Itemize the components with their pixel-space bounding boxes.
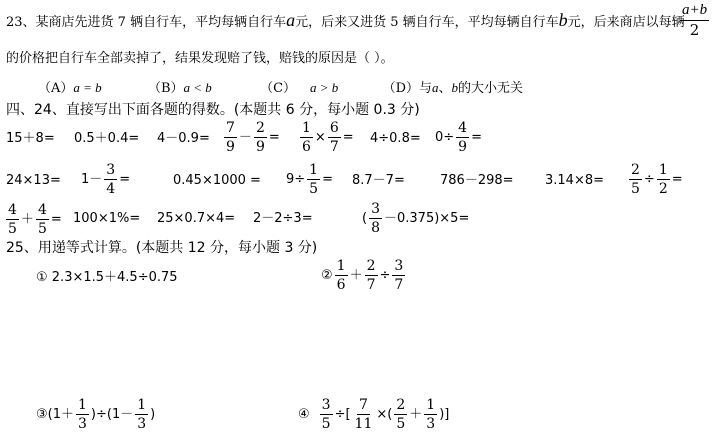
operator: － xyxy=(238,130,252,145)
operator: ＋ xyxy=(20,212,34,227)
q24-r3-e3: 25×0.7×4= xyxy=(157,211,236,226)
problem-number: ② xyxy=(321,268,333,283)
q23-options xyxy=(38,80,523,97)
frac-denominator: 5 xyxy=(8,221,17,237)
frac-numerator: 7 xyxy=(226,120,235,136)
q23-option-d-sep: 、 xyxy=(438,81,452,96)
q23-option-a-label: （A） xyxy=(38,81,74,96)
q24-r1-e4 xyxy=(222,121,280,154)
frac-denominator: 2 xyxy=(658,181,668,197)
frac-numerator: 1 xyxy=(658,162,668,178)
q23-text-1: 23、某商店先进货 7 辆自行车，平均每辆自行车 xyxy=(6,15,287,30)
frac-numerator: 4 xyxy=(458,120,468,136)
frac-numerator: 1 xyxy=(78,397,87,413)
paren-close: ) xyxy=(150,407,156,422)
q23-line1 xyxy=(6,12,685,31)
operator: ×( xyxy=(376,407,393,422)
q24-r1-e2: 0.5＋0.4= xyxy=(74,131,140,146)
frac-numerator: 3 xyxy=(394,258,404,274)
frac-numerator: 1 xyxy=(309,162,319,178)
frac-denominator: 3 xyxy=(426,416,436,432)
problem-number: ④ xyxy=(298,407,310,422)
q23-option-b: a < b xyxy=(183,80,212,95)
q23-line2: 的价格把自行车全部卖掉了，结果发现赔了钱，赔钱的原因是（ ）。 xyxy=(6,51,394,66)
frac-denominator: 5 xyxy=(631,181,640,197)
equals: = xyxy=(342,130,354,145)
frac-numerator: 4 xyxy=(8,202,17,218)
paren-close: )] xyxy=(439,407,450,422)
q23-var-b: b xyxy=(558,10,568,30)
frac-numerator: 1 xyxy=(137,397,147,413)
q24-r2-e5: 8.7－7= xyxy=(352,173,405,188)
q23-option-d-b: b xyxy=(451,80,459,95)
q23-var-a: a xyxy=(286,10,296,30)
frac-denominator: 9 xyxy=(458,139,468,155)
frac-denominator: 3 xyxy=(78,416,87,432)
q25-heading: 25、用递等式计算。(本题共 12 分，每小题 3 分) xyxy=(6,240,318,256)
q25-problem-2 xyxy=(321,259,407,292)
frac-numerator: 1 xyxy=(302,120,311,136)
q24-r2-e2 xyxy=(81,163,130,196)
q24-r1-e1: 15＋8= xyxy=(6,131,55,146)
q24-r1-e5 xyxy=(298,121,354,154)
frac-denominator: 6 xyxy=(336,277,346,293)
q24-r2-e1: 24×13= xyxy=(6,173,61,188)
q23-text-2: 元，后来又进货 5 辆自行车，平均每辆自行车 xyxy=(295,15,559,30)
q23-option-c: a > b xyxy=(310,80,339,95)
equals: = xyxy=(471,130,482,145)
q24-r1-e7 xyxy=(435,121,482,154)
frac-denominator: 9 xyxy=(226,139,235,155)
q24-r2-e4 xyxy=(286,163,333,196)
q24-r2-e6: 786－298= xyxy=(440,173,514,188)
equals: = xyxy=(268,130,280,145)
equals: = xyxy=(119,172,131,187)
frac-numerator: 1 xyxy=(426,397,436,413)
q23-option-d-tail: 的大小无关 xyxy=(458,81,524,96)
q23-option-d-label: （D）与 xyxy=(382,81,433,96)
q23-frac-den: 2 xyxy=(689,21,700,39)
operator: ÷ xyxy=(379,268,391,283)
q24-r3-e1 xyxy=(4,203,62,236)
frac-denominator: 11 xyxy=(354,416,373,432)
operator: )÷(1－ xyxy=(90,407,134,422)
q24-r1-e3: 4－0.9= xyxy=(157,131,210,146)
frac-denominator: 5 xyxy=(309,181,319,197)
operator: ÷[ xyxy=(334,407,351,422)
frac-denominator: 7 xyxy=(366,277,376,293)
q25-problem-3 xyxy=(36,398,155,431)
operand: 9÷ xyxy=(286,172,306,187)
frac-denominator: 5 xyxy=(37,221,47,237)
frac-numerator: 2 xyxy=(255,120,265,136)
frac-numerator: 4 xyxy=(37,202,47,218)
q24-r1-e6: 4÷0.8= xyxy=(370,131,421,146)
q24-r3-e5 xyxy=(362,202,469,235)
frac-denominator: 9 xyxy=(255,139,265,155)
q24-r2-e3: 0.45×1000 = xyxy=(173,173,261,188)
frac-numerator: 2 xyxy=(396,397,406,413)
operator: ÷ xyxy=(643,172,655,187)
frac-denominator: 3 xyxy=(137,416,147,432)
frac-denominator: 7 xyxy=(394,277,404,293)
q23-option-a: a = b xyxy=(73,80,102,95)
frac-numerator: 7 xyxy=(359,397,368,413)
operand: －0.375)×5= xyxy=(384,211,470,226)
paren-open: ( xyxy=(362,211,368,226)
frac-denominator: 7 xyxy=(329,139,339,155)
frac-numerator: 3 xyxy=(371,201,380,217)
operand: 0÷ xyxy=(435,130,455,145)
frac-denominator: 5 xyxy=(396,416,406,432)
frac-denominator: 5 xyxy=(321,416,331,432)
q25-problem-4 xyxy=(298,398,449,431)
equals: = xyxy=(322,172,333,187)
operator: ＋ xyxy=(409,407,423,422)
frac-numerator: 6 xyxy=(329,120,339,136)
q23-option-c-label: （C） xyxy=(260,81,297,96)
operator: × xyxy=(314,130,326,145)
q23-price-fraction xyxy=(678,3,711,38)
operand: ③(1＋ xyxy=(36,407,74,422)
q24-r3-e4: 2－2÷3= xyxy=(253,211,313,226)
q23-option-d-a: a xyxy=(432,80,439,95)
frac-denominator: 8 xyxy=(371,220,380,236)
q24-heading: 四、24、直接写出下面各题的得数。(本题共 6 分，每小题 0.3 分) xyxy=(6,102,420,118)
operator: ＋ xyxy=(349,268,363,283)
equals: = xyxy=(671,172,683,187)
q23-frac-num: a+b xyxy=(680,3,709,21)
frac-numerator: 1 xyxy=(336,258,346,274)
frac-numerator: 2 xyxy=(631,162,640,178)
q24-r3-e2: 100×1%= xyxy=(73,211,141,226)
q25-problem-1: ① 2.3×1.5＋4.5÷0.75 xyxy=(36,270,178,285)
frac-numerator: 2 xyxy=(366,258,376,274)
operand: 1－ xyxy=(81,172,103,187)
q24-r2-e8 xyxy=(627,163,683,196)
frac-numerator: 3 xyxy=(321,397,331,413)
q23-option-b-label: （B） xyxy=(147,81,184,96)
equals: = xyxy=(50,212,62,227)
frac-numerator: 3 xyxy=(106,162,116,178)
frac-denominator: 4 xyxy=(106,181,116,197)
q23-text-3: 元，后来商店以每辆 xyxy=(567,15,685,30)
q24-r2-e7: 3.14×8= xyxy=(545,173,605,188)
frac-denominator: 6 xyxy=(302,139,311,155)
